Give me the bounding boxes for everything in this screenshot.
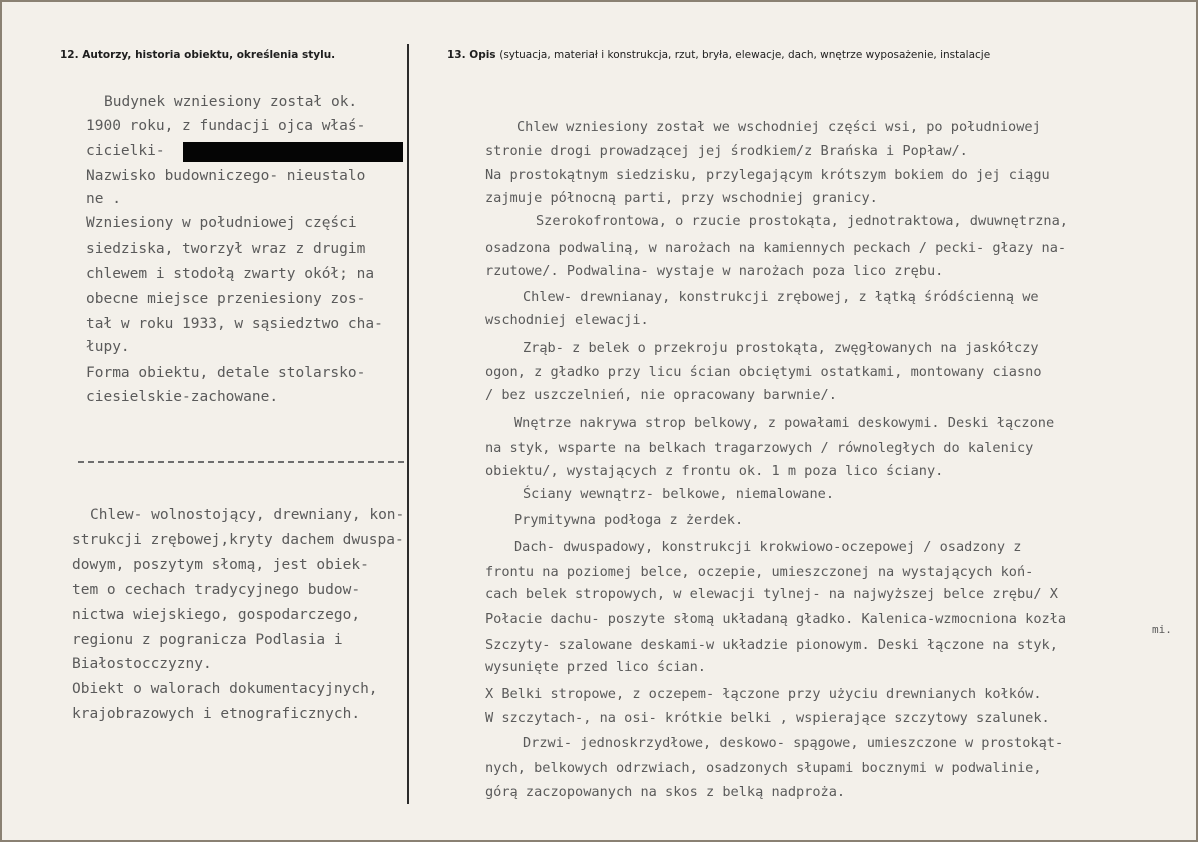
description-line: Chlew- drewnianay, konstrukcji zrębowej, z łątką śródścienną we [523,289,1039,305]
column-divider [407,44,409,804]
section-13-header [447,49,990,61]
description-line: rzutowe/. Podwalina- wystaje w narożach poza lico zrębu. [485,263,944,279]
style-line: Obiekt o walorach dokumentacyjnych, [72,681,378,697]
description-line: ogon, z gładko przy licu ścian obciętymi ostatkami, montowany ciasno [485,364,1042,380]
description-line: Chlew wzniesiony został we wschodniej części wsi, po południowej [517,119,1041,135]
history-line: cicielki- [86,143,165,159]
history-line: siedziska, tworzył wraz z drugim [86,241,366,257]
description-line: Wnętrze nakrywa strop belkowy, z powałami deskowymi. Deski łączone [514,415,1055,431]
description-line: wschodniej elewacji. [485,312,649,328]
description-line: X Belki stropowe, z oczepem- łączone przy użyciu drewnianych kołków. [485,686,1042,702]
description-line: cach belek stropowych, w elewacji tylnej- na najwyższej belce zrębu/ X [485,586,1058,602]
description-line: / bez uszczelnień, nie opracowany barwnie/. [485,387,837,403]
description-line: frontu na poziomej belce, oczepie, umieszczonej na wystających koń- [485,564,1034,580]
style-line: dowym, poszytym słomą, jest obiek- [72,557,369,573]
style-line: Białostocczyzny. [72,656,212,672]
history-line: Budynek wzniesiony został ok. [104,94,358,110]
history-line: Nazwisko budowniczego- nieustalo [86,168,366,184]
description-line: na styk, wsparte na belkach tragarzowych / równoległych do kalenicy [485,440,1034,456]
redaction-bar [183,142,403,162]
history-line: 1900 roku, z fundacji ojca właś- [86,118,366,134]
section-12-header [60,49,335,61]
section-12-number: 12. [60,49,79,61]
description-line: Na prostokątnym siedzisku, przylegającym krótszym bokiem do jej ciągu [485,167,1050,183]
style-line: tem o cechach tradycyjnego budow- [72,582,361,598]
description-line: Szerokofrontowa, o rzucie prostokąta, jednotraktowa, dwuwnętrzna, [536,213,1068,229]
history-line: chlewem i stodołą zwarty okół; na [86,266,375,282]
description-line: Ściany wewnątrz- belkowe, niemalowane. [523,486,834,502]
section-13-number: 13. [447,49,466,61]
description-superscript: mi. [1152,623,1172,636]
description-line: Dach- dwuspadowy, konstrukcji krokwiowo-oczepowej / osadzony z [514,539,1022,555]
description-line: osadzona podwaliną, w narożach na kamiennych peckach / pecki- głazy na- [485,240,1067,256]
description-line: Prymitywna podłoga z żerdek. [514,512,744,528]
description-line: Szczyty- szalowane deskami-w układzie pionowym. Deski łączone na styk, [485,637,1058,653]
description-line: Połacie dachu- poszyte słomą układaną gładko. Kalenica-wzmocniona kozła [485,611,1067,627]
description-line: Zrąb- z belek o przekroju prostokąta, zwęgłowanych na jaskółczy [523,340,1039,356]
description-line: stronie drogi prowadzącej jej środkiem/z Brańska i Popław/. [485,143,968,159]
description-line: obiektu/, wystających z frontu ok. 1 m poza lico ściany. [485,463,944,479]
description-line: zajmuje północną parti, przy wschodniej granicy. [485,190,878,206]
dashed-separator [78,461,404,463]
section-13-detail: (sytuacja, materiał i konstrukcja, rzut, bryła, elewacje, dach, wnętrze wyposażenie, instalacje [499,49,991,61]
section-12-title: Autorzy, historia obiektu, określenia stylu. [82,49,336,61]
history-line: ne . [86,191,121,207]
style-line: regionu z pogranicza Podlasia i [72,632,343,648]
style-line: nictwa wiejskiego, gospodarczego, [72,607,361,623]
style-line: krajobrazowych i etnograficznych. [72,706,361,722]
history-line: ciesielskie-zachowane. [86,389,279,405]
description-line: górą zaczopowanych na skos z belką nadproża. [485,784,846,800]
style-line: Chlew- wolnostojący, drewniany, kon- [90,507,405,523]
description-line: nych, belkowych odrzwiach, osadzonych słupami bocznymi w podwalinie, [485,760,1042,776]
history-line: Wzniesiony w południowej części [86,215,357,231]
style-line: strukcji zrębowej,kryty dachem dwuspa- [72,532,404,548]
section-13-title: Opis [469,49,496,61]
description-line: Drzwi- jednoskrzydłowe, deskowo- spągowe, umieszczone w prostokąt- [523,735,1064,751]
description-line: W szczytach-, na osi- krótkie belki , wspierające szczytowy szalunek. [485,710,1050,726]
history-line: obecne miejsce przeniesiony zos- [86,291,366,307]
description-line: wysunięte przed lico ścian. [485,659,706,675]
history-line: tał w roku 1933, w sąsiedztwo cha- [86,316,383,332]
history-line: łupy. [86,339,130,355]
history-line: Forma obiektu, detale stolarsko- [86,365,366,381]
